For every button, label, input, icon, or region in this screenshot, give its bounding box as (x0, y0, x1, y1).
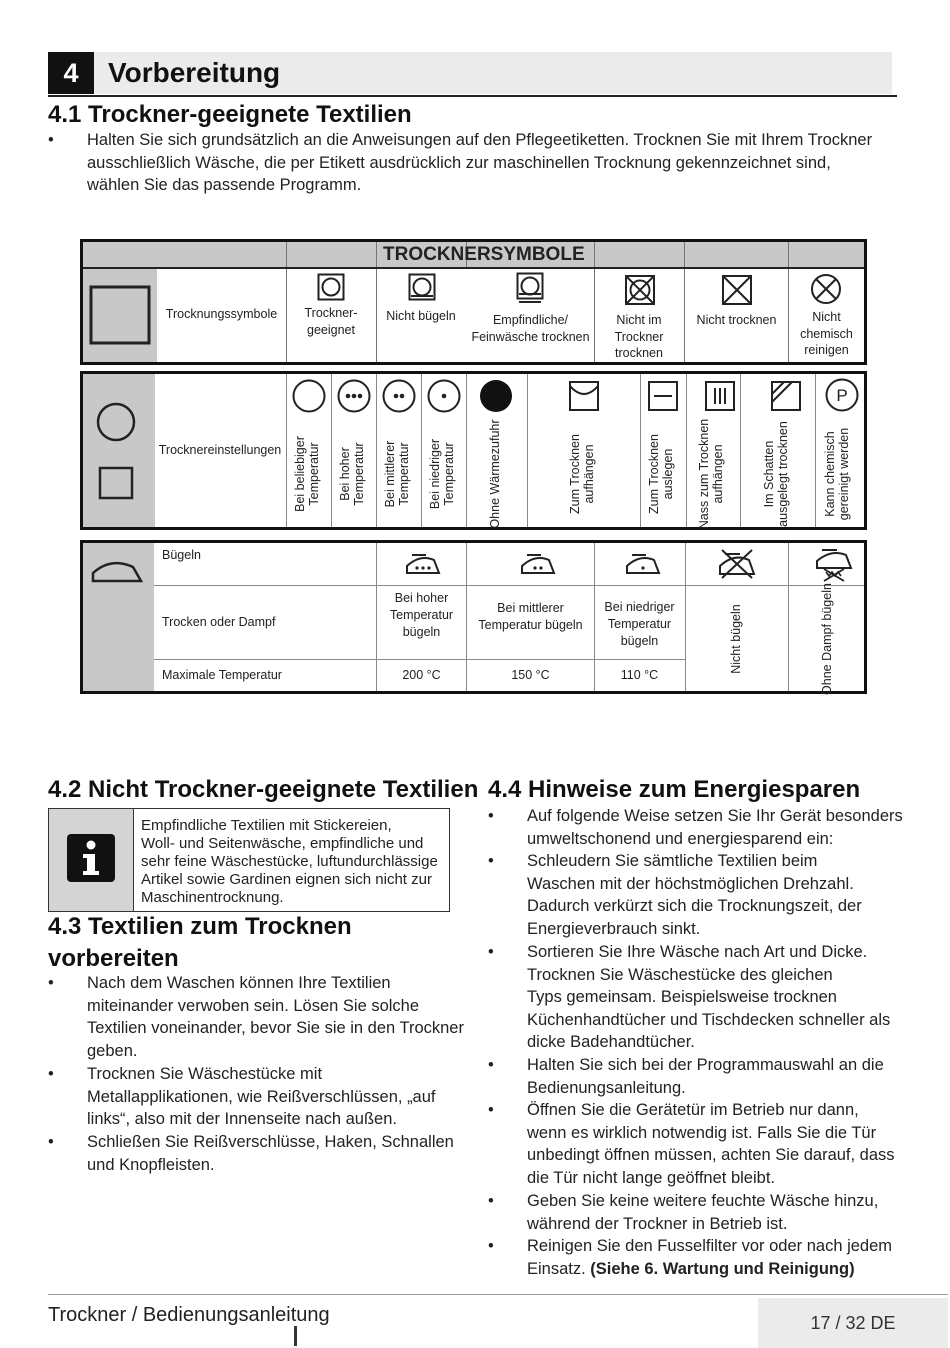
footer-rule (48, 1294, 948, 1295)
row1-label-3: Nicht im Trockner trocknen (614, 313, 664, 360)
maxtemp-1: 150 °C (511, 668, 550, 682)
footer-mark (294, 1326, 297, 1346)
bold-reference: (Siehe 6. Wartung und Reinigung) (585, 1259, 855, 1278)
bullet-text: Öffnen Sie die Gerätetür im Betrieb nur dann, wenn es wirklich notwendig ist. Falls Sie die Tür unbedingt öffnen müssen, achten Sie darauf, dass die Tür nicht lange geöffnet bleibt. (527, 1101, 895, 1187)
do-not-dry-clean-icon (810, 273, 842, 305)
row2-label-5: Zum Trocknen aufhängen (568, 434, 596, 514)
steam-1: Bei mittlerer Temperatur bügeln (478, 601, 583, 632)
steam-0: Bei hoher Temperatur bügeln (389, 591, 454, 639)
tumble-dry-icon (317, 273, 345, 301)
section-4-4-heading: 4.4 Hinweise zum Energiesparen (488, 776, 861, 803)
circle-square-icon (83, 374, 155, 527)
row1-label-1: Nicht bügeln (386, 309, 456, 323)
row1-label-0: Trockner- geeignet (304, 306, 358, 337)
section-4-3-heading: 4.3 Textilien zum Trocknen (48, 913, 352, 940)
bullet-text: Auf folgende Weise setzen Sie Ihr Gerät besonders umweltschonend und energiesparend ein: (527, 807, 903, 848)
bullet-text: Geben Sie keine weitere feuchte Wäsche hinzu, während der Trockner in Betrieb ist. (527, 1192, 879, 1233)
maxtemp-2: 110 °C (620, 668, 659, 682)
section-4-1-heading: 4.1 Trockner-geeignete Textilien (48, 101, 412, 128)
info-box (48, 808, 450, 912)
no-iron-label: Nicht bügeln (729, 604, 743, 674)
symbols-legend-cell (83, 269, 157, 362)
maxtemp-0: 200 °C (402, 668, 441, 682)
iron-high-icon (404, 551, 442, 577)
row2-label-7: Nass zum Trocknen aufhängen (697, 418, 725, 530)
iron-label: Bügeln (162, 548, 201, 562)
bullet-icon: • (48, 131, 54, 149)
row1-label-4: Nicht trocknen (696, 313, 777, 327)
row1-label-2: Empfindliche/ Feinwäsche trocknen (471, 313, 590, 344)
row2-label: Trocknereinstellungen (158, 443, 282, 457)
bullet-text: Sortieren Sie Ihre Wäsche nach Art und Dicke. Trocknen Sie Wäschestücke des gleichen Typs gemeinsam. Beispielsweise trocknen Küchenhandtücher und Tischdecken schneller als dicke Badehandtücher. (527, 943, 891, 1052)
row1-label: Trocknungssymbole (165, 307, 278, 321)
iron-medium-icon (519, 551, 557, 577)
table-title: TROCKNERSYMBOLE (383, 244, 585, 265)
footer-title: Trockner / Bedienungsanleitung (48, 1304, 330, 1326)
row1-label-5: Nicht chemisch reinigen (800, 310, 853, 357)
row2-label-8: Im Schatten ausgelegt trocknen (762, 421, 790, 527)
row2-label-0: Bei beliebiger Temperatur (293, 436, 321, 512)
chapter-title: Vorbereitung (108, 57, 281, 88)
section-4-3-heading-line2: vorbereiten (48, 945, 179, 972)
steam-label: Trocken oder Dampf (162, 615, 276, 629)
bullet-text: Schließen Sie Reißverschlüsse, Haken, Schnallen und Knopfleisten. (87, 1133, 454, 1174)
bullet-text: Schleudern Sie sämtliche Textilien beim Waschen mit der höchstmöglichen Drehzahl. Dadurch verkürzt sich die Trocknungszeit, der Energieverbrauch sinkt. (527, 852, 862, 938)
info-icon-cell (49, 809, 134, 911)
page-number: 17 / 32 DE (758, 1298, 948, 1348)
row2-label-9: Kann chemisch gereinigt werden (823, 427, 851, 521)
chapter-rule (48, 95, 897, 97)
tumble-dry-delicate-icon (516, 272, 544, 304)
bullet-text: Trocknen Sie Wäschestücke mit Metallapplikationen, wie Reißverschlüssen, „auf links“, also mit der Innenseite nach außen. (87, 1065, 436, 1129)
row2-label-3: Bei niedriger Temperatur (428, 438, 456, 510)
ironing-legend-cell (83, 543, 154, 691)
row2-label-4: Ohne Wärmezufuhr (488, 419, 502, 529)
iron-icon (83, 543, 154, 691)
bullet-text: Reinigen Sie den Fusselfilter vor oder nach jedem Einsatz. (Siehe 6. Wartung und Reinigung) (527, 1237, 893, 1278)
info-icon (66, 833, 116, 883)
row2-label-2: Bei mittlerer Temperatur (383, 440, 411, 508)
maxtemp-label: Maximale Temperatur (162, 668, 282, 682)
section-4-2-heading: 4.2 Nicht Trockner-geeignete Textilien (48, 776, 479, 803)
square-icon (83, 269, 157, 362)
iron-low-icon (624, 551, 662, 577)
row2-label-6: Zum Trocknen auslegen (647, 434, 675, 514)
tumble-dry-no-iron-icon (408, 273, 436, 301)
no-steam-label: Ohne Dampf bügeln (820, 583, 834, 695)
bullet-text: Halten Sie sich grundsätzlich an die Anweisungen auf den Pflegeetiketten. Trocknen Sie mit Ihrem Trockner ausschließlich Wäsche, die per Etikett ausdrücklich zur maschinellen Trocknung gekennzeichnet sind, wählen Sie das passende Programm. (87, 131, 873, 195)
do-not-dry-icon (721, 274, 753, 306)
row2-label-1: Bei hoher Temperatur (338, 442, 366, 506)
bullet-text: Nach dem Waschen können Ihre Textilien miteinander verwoben sein. Lösen Sie solche Textilien voneinander, bevor Sie sie in den Trockner geben. (87, 974, 464, 1060)
do-not-iron-icon (716, 548, 758, 580)
settings-legend-cell (83, 374, 155, 527)
steam-2: Bei niedriger Temperatur bügeln (604, 600, 675, 648)
chapter-number: 4 (48, 52, 94, 94)
bullet-text: Halten Sie sich bei der Programmauswahl an die Bedienungsanleitung. (527, 1056, 884, 1097)
do-not-tumble-dry-icon (624, 274, 656, 306)
info-text: Empfindliche Textilien mit Stickereien, Woll- und Seitenwäsche, empfindliche und sehr feine Wäschestücke, luftundurchlässige Artikel sowie Gardinen eignen sich nicht zur Maschinentrocknung. (141, 817, 438, 906)
svg-text:P: P (836, 386, 848, 405)
